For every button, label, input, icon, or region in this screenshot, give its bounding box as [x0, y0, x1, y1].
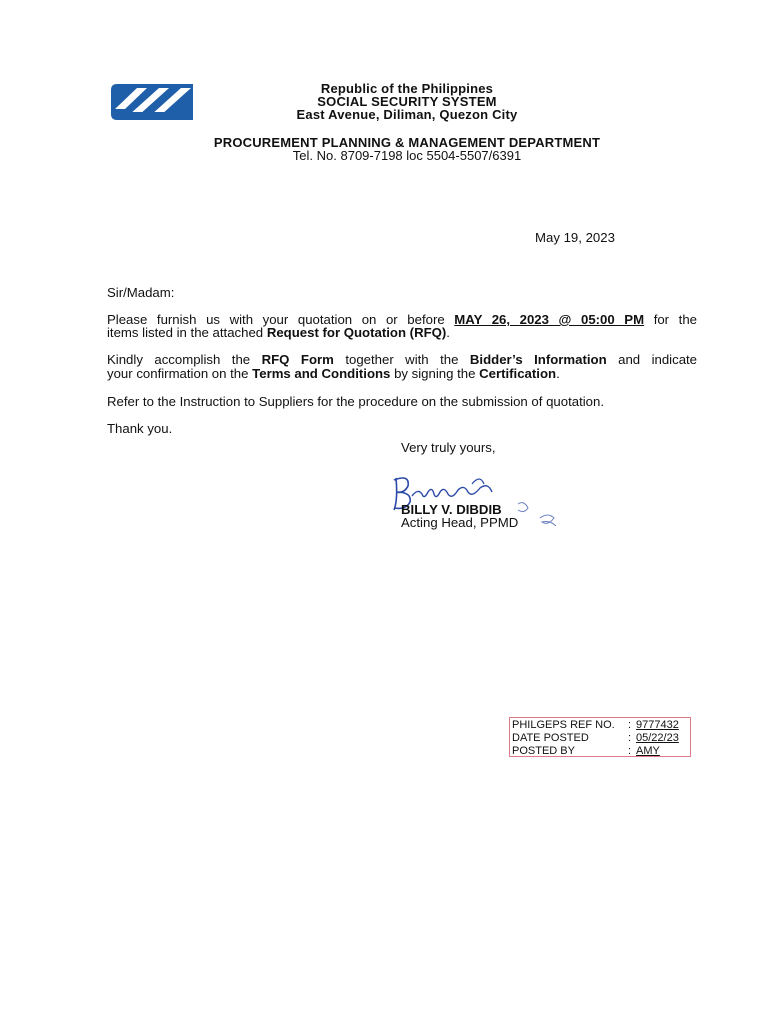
p2-end: .	[556, 366, 560, 381]
bidder-information: Bidder’s Information	[469, 352, 607, 367]
paragraph-1-line-2	[107, 325, 450, 340]
salutation: Sir/Madam:	[107, 285, 175, 300]
stamp-date-value: 05/22/23	[636, 732, 679, 744]
header-republic: Republic of the Philippines	[320, 81, 494, 96]
deadline: MAY 26, 2023 @ 05:00 PM	[454, 312, 645, 327]
stamp-by-label: POSTED BY	[512, 745, 575, 757]
stamp-ref-label: PHILGEPS REF NO.	[512, 719, 615, 731]
stamp-row-ref	[512, 719, 690, 732]
stamp-date-label: DATE POSTED	[512, 732, 589, 744]
header-address: East Avenue, Diliman, Quezon City	[296, 107, 518, 122]
header-org-name: SOCIAL SECURITY SYSTEM	[317, 94, 497, 109]
p1-text-b: for the	[653, 312, 697, 327]
philgeps-stamp	[509, 717, 691, 757]
stamp-row-date	[512, 732, 690, 745]
signatory-title: Acting Head, PPMD	[401, 515, 519, 530]
p1-text-a: Please furnish us with your quotation on or before	[107, 312, 445, 327]
p1-text-c: items listed in the attached	[107, 325, 264, 340]
p1-end: .	[446, 325, 450, 340]
stamp-by-value: AMY	[636, 745, 660, 757]
header-telephone: Tel. No. 8709-7198 loc 5504-5507/6391	[292, 148, 522, 163]
paragraph-2-line-2	[107, 366, 560, 381]
rfq-form: RFQ Form	[261, 352, 334, 367]
p2-text-e: by signing the	[394, 366, 476, 381]
p2-text-a: Kindly accomplish the	[107, 352, 251, 367]
p2-text-d: your confirmation on the	[107, 366, 249, 381]
thank-you: Thank you.	[107, 421, 173, 436]
signatory-name: BILLY V. DIBDIB	[401, 502, 502, 517]
stamp-date-sep: :	[628, 732, 632, 744]
paragraph-3: Refer to the Instruction to Suppliers for the procedure on the submission of quotation.	[107, 394, 605, 409]
stamp-row-by	[512, 745, 690, 758]
certification: Certification	[479, 366, 557, 381]
rfq-reference: Request for Quotation (RFQ)	[266, 325, 447, 340]
stamp-by-sep: :	[628, 745, 632, 757]
stamp-ref-value: 9777432	[636, 719, 679, 731]
p2-text-b: together with the	[345, 352, 459, 367]
closing: Very truly yours,	[401, 440, 496, 455]
p2-text-c: and indicate	[618, 352, 698, 367]
letter-date: May 19, 2023	[535, 230, 615, 245]
paragraph-2-line-1	[107, 352, 697, 367]
header-department: PROCUREMENT PLANNING & MANAGEMENT DEPARTMENT	[213, 135, 601, 150]
stamp-ref-sep: :	[628, 719, 632, 731]
terms-and-conditions: Terms and Conditions	[252, 366, 391, 381]
